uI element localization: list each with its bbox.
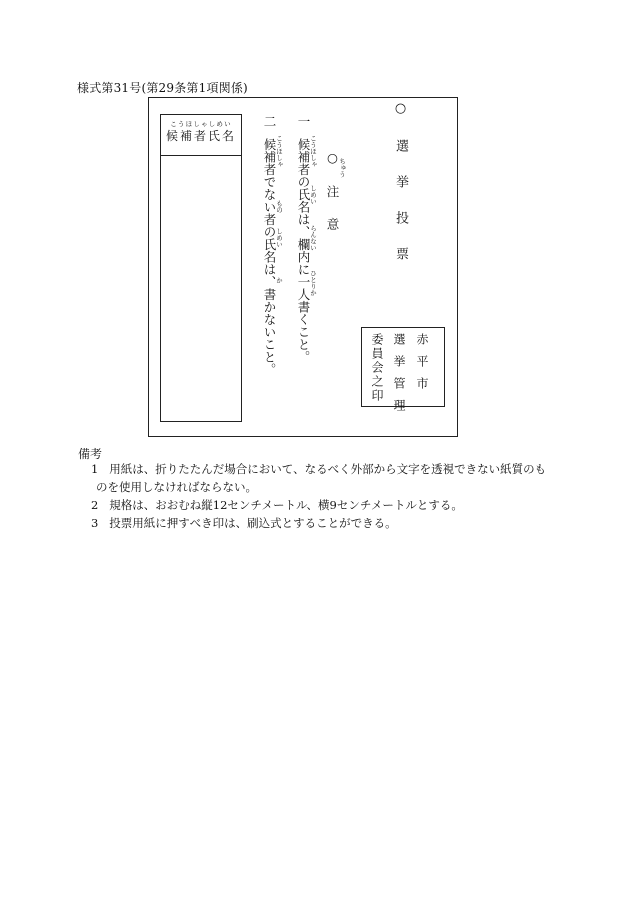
note-1-ruby: こうほしゃ: [309, 135, 317, 168]
remark-text: 投票用紙に押すべき印は、刷込式とすることができる。: [109, 516, 397, 530]
notice-ruby: ちゅう: [338, 158, 346, 178]
ballot-title: ○選挙投票: [393, 101, 408, 283]
note-2-ruby: か: [275, 277, 283, 284]
note-1-number: 一: [296, 115, 311, 128]
seal-text-city: 赤平市: [415, 333, 429, 399]
remark-number: 2: [91, 498, 99, 512]
note-2-number: 二: [262, 115, 277, 128]
remark-item-1: [91, 460, 546, 478]
notice-label: ○注意: [325, 150, 340, 250]
remark-item-2: [91, 496, 463, 514]
note-1-ruby: しめい: [309, 185, 317, 205]
note-1-ruby: ひとりか: [309, 270, 317, 296]
note-2-text: 候補者でない者の氏名は、書かないこと。: [262, 138, 277, 376]
candidate-name-label: 候補者氏名: [165, 129, 236, 143]
note-2-ruby: こうほしゃ: [275, 135, 283, 168]
note-2-ruby: もの: [275, 200, 283, 213]
remark-text: 用紙は、折りたたんだ場合において、なるべく外部から文字を透視できない紙質のも: [109, 462, 547, 476]
note-1-ruby: らんない: [309, 225, 317, 251]
remark-number: 3: [91, 516, 99, 530]
seal-text-election-management: 選挙管理: [392, 333, 406, 421]
name-box-divider: [160, 155, 242, 156]
seal-text-committee-seal: 委員会之印: [370, 333, 384, 403]
note-2-ruby: しめい: [275, 228, 283, 248]
remark-item-3: [91, 514, 397, 532]
form-number-heading: 様式第31号(第29条第1項関係): [77, 81, 248, 95]
remark-number: 1: [91, 462, 99, 476]
note-1-text: 候補者の氏名は、欄内に一人書くこと。: [296, 138, 311, 363]
candidate-name-box: [160, 114, 242, 422]
remarks-heading: 備考: [78, 447, 103, 461]
remark-text: 規格は、おおむね縦12センチメートル、横9センチメートルとする。: [109, 498, 463, 512]
candidate-name-label-ruby: こうほしゃしめい: [170, 120, 232, 128]
remark-item-1-continuation: のを使用しなければならない。: [96, 480, 257, 494]
